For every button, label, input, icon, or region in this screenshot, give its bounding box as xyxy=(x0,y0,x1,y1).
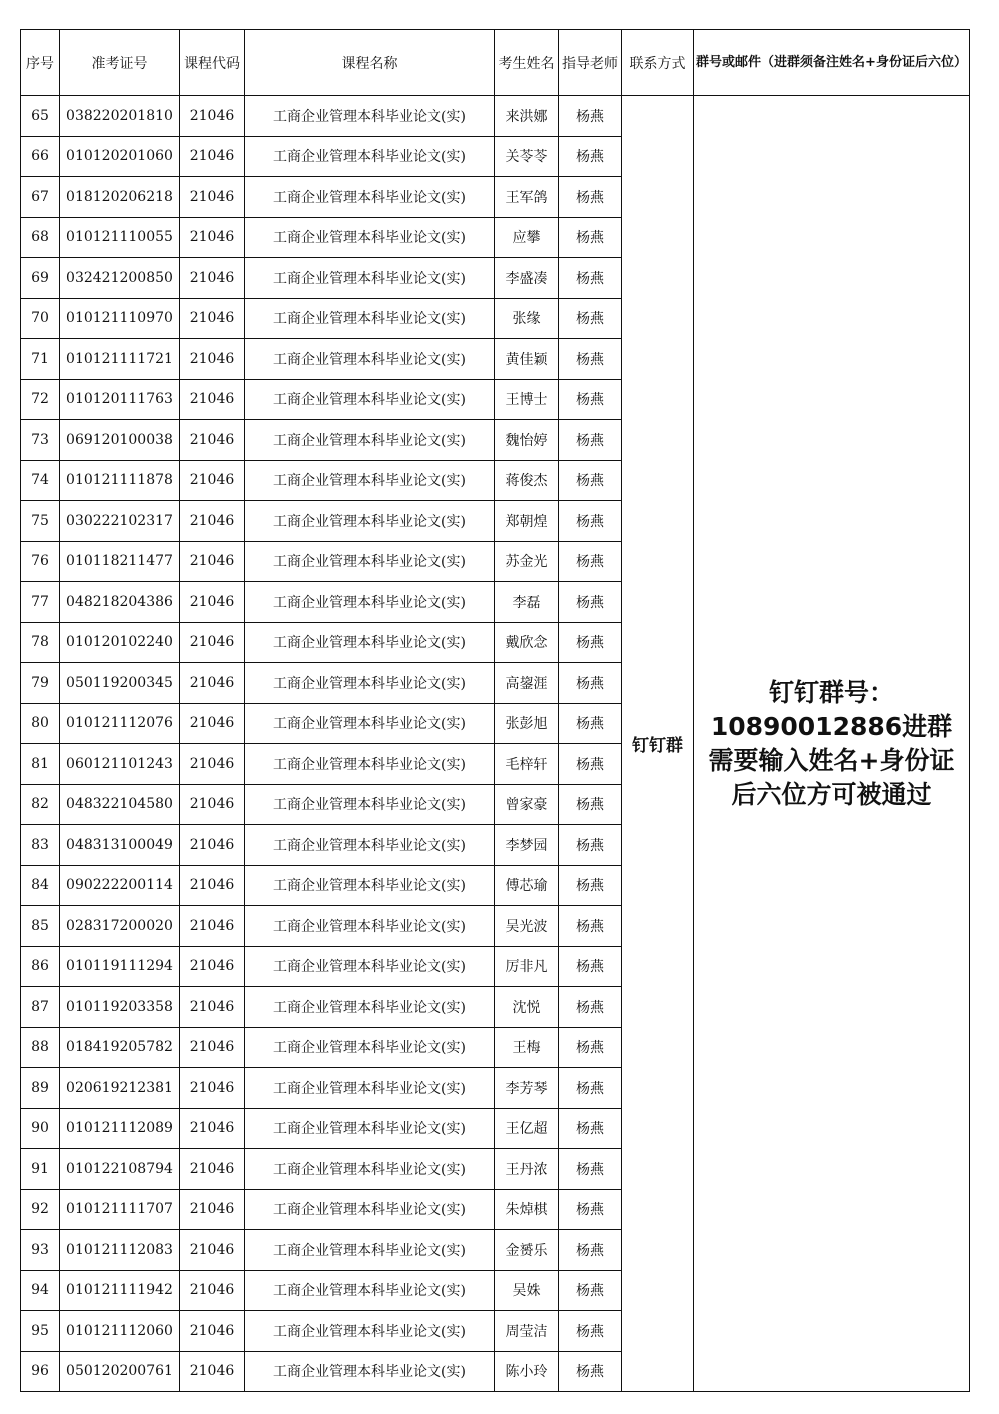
course-code-cell: 21046 xyxy=(180,1189,245,1230)
course-name-cell: 工商企业管理本科毕业论文(实) xyxy=(245,1351,495,1392)
course-code-cell: 21046 xyxy=(180,1230,245,1271)
course-name-cell: 工商企业管理本科毕业论文(实) xyxy=(245,379,495,420)
header-student-name: 考生姓名 xyxy=(495,30,559,96)
seq-cell: 71 xyxy=(21,339,60,380)
seq-cell: 78 xyxy=(21,622,60,663)
teacher-cell: 杨燕 xyxy=(559,622,622,663)
header-group: 群号或邮件（进群须备注姓名+身份证后六位） xyxy=(694,30,970,96)
course-code-cell: 21046 xyxy=(180,825,245,866)
header-contact: 联系方式 xyxy=(622,30,694,96)
course-name-cell: 工商企业管理本科毕业论文(实) xyxy=(245,906,495,947)
course-code-cell: 21046 xyxy=(180,1068,245,1109)
course-name-cell: 工商企业管理本科毕业论文(实) xyxy=(245,217,495,258)
course-code-cell: 21046 xyxy=(180,582,245,623)
seq-cell: 72 xyxy=(21,379,60,420)
teacher-cell: 杨燕 xyxy=(559,906,622,947)
course-name-cell: 工商企业管理本科毕业论文(实) xyxy=(245,825,495,866)
seq-cell: 75 xyxy=(21,501,60,542)
seq-cell: 93 xyxy=(21,1230,60,1271)
seq-cell: 83 xyxy=(21,825,60,866)
seq-cell: 81 xyxy=(21,744,60,785)
teacher-cell: 杨燕 xyxy=(559,582,622,623)
teacher-cell: 杨燕 xyxy=(559,1027,622,1068)
course-code-cell: 21046 xyxy=(180,258,245,299)
seq-cell: 94 xyxy=(21,1270,60,1311)
course-name-cell: 工商企业管理本科毕业论文(实) xyxy=(245,136,495,177)
exam-id-cell: 010121112083 xyxy=(60,1230,180,1271)
course-code-cell: 21046 xyxy=(180,501,245,542)
student-name-cell: 吴光波 xyxy=(495,906,559,947)
teacher-cell: 杨燕 xyxy=(559,1149,622,1190)
course-code-cell: 21046 xyxy=(180,298,245,339)
teacher-cell: 杨燕 xyxy=(559,298,622,339)
student-name-cell: 李盛凑 xyxy=(495,258,559,299)
course-code-cell: 21046 xyxy=(180,622,245,663)
exam-id-cell: 010121111942 xyxy=(60,1270,180,1311)
exam-id-cell: 050120200761 xyxy=(60,1351,180,1392)
teacher-cell: 杨燕 xyxy=(559,217,622,258)
seq-cell: 95 xyxy=(21,1311,60,1352)
student-name-cell: 朱焯棋 xyxy=(495,1189,559,1230)
seq-cell: 70 xyxy=(21,298,60,339)
student-name-cell: 应攀 xyxy=(495,217,559,258)
contact-method-cell: 钉钉群 xyxy=(622,96,694,1392)
course-name-cell: 工商企业管理本科毕业论文(实) xyxy=(245,298,495,339)
course-name-cell: 工商企业管理本科毕业论文(实) xyxy=(245,420,495,461)
course-code-cell: 21046 xyxy=(180,541,245,582)
course-name-cell: 工商企业管理本科毕业论文(实) xyxy=(245,744,495,785)
exam-id-cell: 048322104580 xyxy=(60,784,180,825)
exam-id-cell: 010121112089 xyxy=(60,1108,180,1149)
seq-cell: 74 xyxy=(21,460,60,501)
table-body xyxy=(21,96,970,1392)
course-code-cell: 21046 xyxy=(180,136,245,177)
exam-id-cell: 030222102317 xyxy=(60,501,180,542)
exam-id-cell: 069120100038 xyxy=(60,420,180,461)
course-code-cell: 21046 xyxy=(180,460,245,501)
exam-id-cell: 020619212381 xyxy=(60,1068,180,1109)
student-name-cell: 傅芯瑜 xyxy=(495,865,559,906)
teacher-cell: 杨燕 xyxy=(559,1108,622,1149)
course-name-cell: 工商企业管理本科毕业论文(实) xyxy=(245,1311,495,1352)
student-name-cell: 魏怡婷 xyxy=(495,420,559,461)
course-code-cell: 21046 xyxy=(180,379,245,420)
exam-id-cell: 090222200114 xyxy=(60,865,180,906)
course-name-cell: 工商企业管理本科毕业论文(实) xyxy=(245,865,495,906)
exam-id-cell: 048218204386 xyxy=(60,582,180,623)
teacher-cell: 杨燕 xyxy=(559,420,622,461)
student-name-cell: 王博士 xyxy=(495,379,559,420)
student-name-cell: 沈悦 xyxy=(495,987,559,1028)
course-code-cell: 21046 xyxy=(180,784,245,825)
course-name-cell: 工商企业管理本科毕业论文(实) xyxy=(245,258,495,299)
course-code-cell: 21046 xyxy=(180,906,245,947)
exam-id-cell: 028317200020 xyxy=(60,906,180,947)
teacher-cell: 杨燕 xyxy=(559,460,622,501)
seq-cell: 92 xyxy=(21,1189,60,1230)
student-name-cell: 高鋆涯 xyxy=(495,663,559,704)
teacher-cell: 杨燕 xyxy=(559,541,622,582)
student-name-cell: 陈小玲 xyxy=(495,1351,559,1392)
course-name-cell: 工商企业管理本科毕业论文(实) xyxy=(245,96,495,137)
student-name-cell: 戴欣念 xyxy=(495,622,559,663)
exam-id-cell: 060121101243 xyxy=(60,744,180,785)
course-name-cell: 工商企业管理本科毕业论文(实) xyxy=(245,1027,495,1068)
student-name-cell: 王亿超 xyxy=(495,1108,559,1149)
course-code-cell: 21046 xyxy=(180,865,245,906)
student-name-cell: 周莹洁 xyxy=(495,1311,559,1352)
teacher-cell: 杨燕 xyxy=(559,1270,622,1311)
header-seq: 序号 xyxy=(21,30,60,96)
course-name-cell: 工商企业管理本科毕业论文(实) xyxy=(245,987,495,1028)
course-name-cell: 工商企业管理本科毕业论文(实) xyxy=(245,501,495,542)
exam-id-cell: 010121112076 xyxy=(60,703,180,744)
student-name-cell: 张缘 xyxy=(495,298,559,339)
teacher-cell: 杨燕 xyxy=(559,1189,622,1230)
student-name-cell: 王丹浓 xyxy=(495,1149,559,1190)
course-name-cell: 工商企业管理本科毕业论文(实) xyxy=(245,703,495,744)
exam-id-cell: 010121110970 xyxy=(60,298,180,339)
header-teacher: 指导老师 xyxy=(559,30,622,96)
teacher-cell: 杨燕 xyxy=(559,1230,622,1271)
exam-id-cell: 048313100049 xyxy=(60,825,180,866)
seq-cell: 90 xyxy=(21,1108,60,1149)
teacher-cell: 杨燕 xyxy=(559,177,622,218)
course-name-cell: 工商企业管理本科毕业论文(实) xyxy=(245,177,495,218)
group-info-cell: 钉钉群号：10890012886进群需要输入姓名+身份证后六位方可被通过 xyxy=(694,96,970,1392)
teacher-cell: 杨燕 xyxy=(559,825,622,866)
teacher-cell: 杨燕 xyxy=(559,946,622,987)
seq-cell: 68 xyxy=(21,217,60,258)
seq-cell: 89 xyxy=(21,1068,60,1109)
seq-cell: 73 xyxy=(21,420,60,461)
teacher-cell: 杨燕 xyxy=(559,96,622,137)
exam-id-cell: 010121112060 xyxy=(60,1311,180,1352)
student-name-cell: 蒋俊杰 xyxy=(495,460,559,501)
course-code-cell: 21046 xyxy=(180,1351,245,1392)
seq-cell: 65 xyxy=(21,96,60,137)
exam-id-cell: 010121111721 xyxy=(60,339,180,380)
exam-id-cell: 010120111763 xyxy=(60,379,180,420)
course-code-cell: 21046 xyxy=(180,1270,245,1311)
exam-id-cell: 010121111707 xyxy=(60,1189,180,1230)
course-name-cell: 工商企业管理本科毕业论文(实) xyxy=(245,582,495,623)
seq-cell: 80 xyxy=(21,703,60,744)
course-name-cell: 工商企业管理本科毕业论文(实) xyxy=(245,663,495,704)
course-name-cell: 工商企业管理本科毕业论文(实) xyxy=(245,1068,495,1109)
teacher-cell: 杨燕 xyxy=(559,987,622,1028)
table-row xyxy=(21,96,970,137)
exam-id-cell: 010122108794 xyxy=(60,1149,180,1190)
student-name-cell: 郑朝煌 xyxy=(495,501,559,542)
exam-id-cell: 010119203358 xyxy=(60,987,180,1028)
seq-cell: 82 xyxy=(21,784,60,825)
student-name-cell: 来洪娜 xyxy=(495,96,559,137)
student-name-cell: 金赟乐 xyxy=(495,1230,559,1271)
course-name-cell: 工商企业管理本科毕业论文(实) xyxy=(245,1189,495,1230)
student-name-cell: 厉非凡 xyxy=(495,946,559,987)
seq-cell: 88 xyxy=(21,1027,60,1068)
seq-cell: 84 xyxy=(21,865,60,906)
student-name-cell: 李磊 xyxy=(495,582,559,623)
course-name-cell: 工商企业管理本科毕业论文(实) xyxy=(245,541,495,582)
exam-id-cell: 032421200850 xyxy=(60,258,180,299)
exam-id-cell: 050119200345 xyxy=(60,663,180,704)
course-name-cell: 工商企业管理本科毕业论文(实) xyxy=(245,339,495,380)
header-exam-id: 准考证号 xyxy=(60,30,180,96)
student-name-cell: 张彭旭 xyxy=(495,703,559,744)
seq-cell: 86 xyxy=(21,946,60,987)
teacher-cell: 杨燕 xyxy=(559,744,622,785)
seq-cell: 69 xyxy=(21,258,60,299)
header-course-name: 课程名称 xyxy=(245,30,495,96)
seq-cell: 67 xyxy=(21,177,60,218)
teacher-cell: 杨燕 xyxy=(559,703,622,744)
exam-id-cell: 038220201810 xyxy=(60,96,180,137)
course-code-cell: 21046 xyxy=(180,1149,245,1190)
course-code-cell: 21046 xyxy=(180,217,245,258)
student-name-cell: 吴姝 xyxy=(495,1270,559,1311)
student-name-cell: 苏金光 xyxy=(495,541,559,582)
exam-id-cell: 010120201060 xyxy=(60,136,180,177)
header-course-code: 课程代码 xyxy=(180,30,245,96)
teacher-cell: 杨燕 xyxy=(559,1351,622,1392)
course-code-cell: 21046 xyxy=(180,987,245,1028)
student-table xyxy=(20,29,970,1392)
seq-cell: 66 xyxy=(21,136,60,177)
course-code-cell: 21046 xyxy=(180,339,245,380)
course-name-cell: 工商企业管理本科毕业论文(实) xyxy=(245,1270,495,1311)
exam-id-cell: 018120206218 xyxy=(60,177,180,218)
course-code-cell: 21046 xyxy=(180,744,245,785)
course-name-cell: 工商企业管理本科毕业论文(实) xyxy=(245,946,495,987)
seq-cell: 96 xyxy=(21,1351,60,1392)
course-code-cell: 21046 xyxy=(180,1311,245,1352)
course-name-cell: 工商企业管理本科毕业论文(实) xyxy=(245,622,495,663)
student-name-cell: 李芳琴 xyxy=(495,1068,559,1109)
student-name-cell: 曾家豪 xyxy=(495,784,559,825)
course-name-cell: 工商企业管理本科毕业论文(实) xyxy=(245,1108,495,1149)
course-name-cell: 工商企业管理本科毕业论文(实) xyxy=(245,460,495,501)
seq-cell: 77 xyxy=(21,582,60,623)
course-code-cell: 21046 xyxy=(180,1108,245,1149)
course-code-cell: 21046 xyxy=(180,946,245,987)
course-name-cell: 工商企业管理本科毕业论文(实) xyxy=(245,1230,495,1271)
course-code-cell: 21046 xyxy=(180,96,245,137)
teacher-cell: 杨燕 xyxy=(559,865,622,906)
exam-id-cell: 010121110055 xyxy=(60,217,180,258)
teacher-cell: 杨燕 xyxy=(559,784,622,825)
course-code-cell: 21046 xyxy=(180,703,245,744)
student-name-cell: 关苓苓 xyxy=(495,136,559,177)
course-name-cell: 工商企业管理本科毕业论文(实) xyxy=(245,784,495,825)
student-name-cell: 王梅 xyxy=(495,1027,559,1068)
exam-id-cell: 010119111294 xyxy=(60,946,180,987)
course-name-cell: 工商企业管理本科毕业论文(实) xyxy=(245,1149,495,1190)
exam-id-cell: 010121111878 xyxy=(60,460,180,501)
teacher-cell: 杨燕 xyxy=(559,1311,622,1352)
teacher-cell: 杨燕 xyxy=(559,663,622,704)
teacher-cell: 杨燕 xyxy=(559,1068,622,1109)
seq-cell: 87 xyxy=(21,987,60,1028)
exam-id-cell: 018419205782 xyxy=(60,1027,180,1068)
teacher-cell: 杨燕 xyxy=(559,258,622,299)
course-code-cell: 21046 xyxy=(180,1027,245,1068)
teacher-cell: 杨燕 xyxy=(559,379,622,420)
exam-id-cell: 010120102240 xyxy=(60,622,180,663)
course-code-cell: 21046 xyxy=(180,420,245,461)
course-code-cell: 21046 xyxy=(180,663,245,704)
student-name-cell: 黄佳颖 xyxy=(495,339,559,380)
student-name-cell: 李梦园 xyxy=(495,825,559,866)
teacher-cell: 杨燕 xyxy=(559,136,622,177)
course-code-cell: 21046 xyxy=(180,177,245,218)
student-name-cell: 毛梓轩 xyxy=(495,744,559,785)
teacher-cell: 杨燕 xyxy=(559,339,622,380)
seq-cell: 85 xyxy=(21,906,60,947)
seq-cell: 76 xyxy=(21,541,60,582)
teacher-cell: 杨燕 xyxy=(559,501,622,542)
seq-cell: 91 xyxy=(21,1149,60,1190)
header-row xyxy=(21,30,970,96)
exam-id-cell: 010118211477 xyxy=(60,541,180,582)
seq-cell: 79 xyxy=(21,663,60,704)
student-name-cell: 王军鸽 xyxy=(495,177,559,218)
